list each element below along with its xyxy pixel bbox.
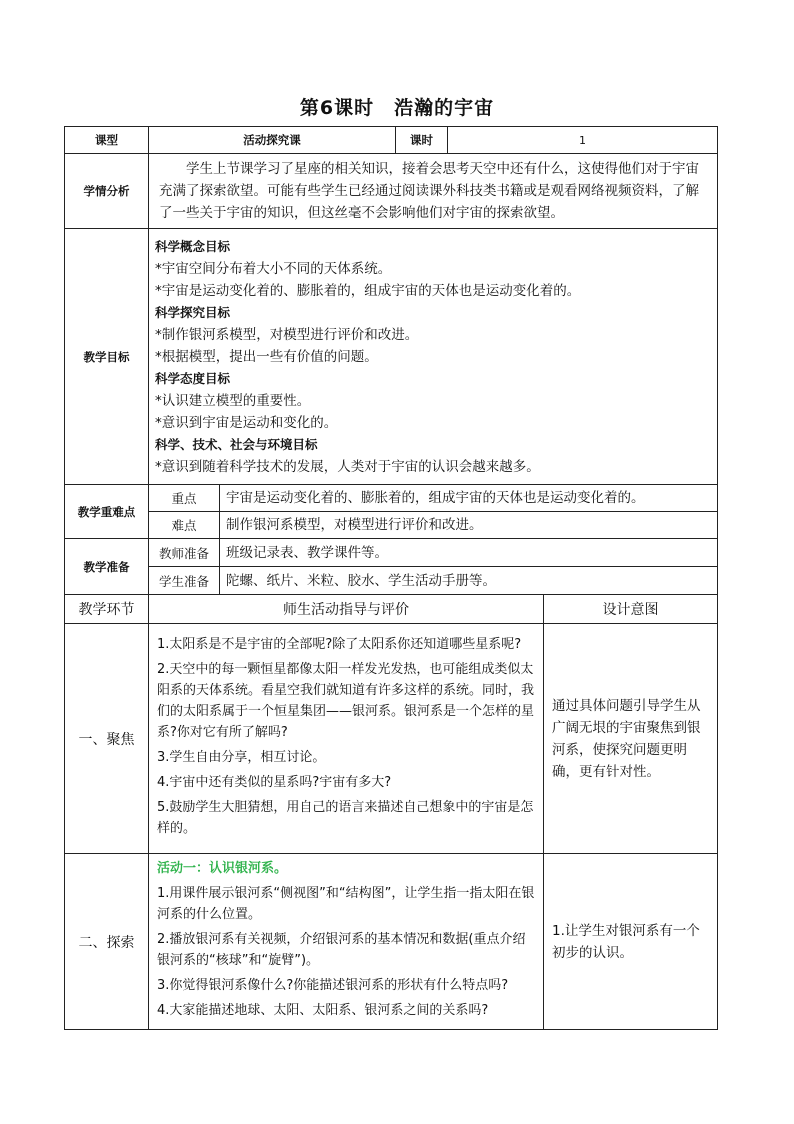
teacher-prep-text: 班级记录表、教学课件等。 [220, 539, 718, 567]
difficulty-row [65, 512, 718, 539]
step1-row [65, 624, 718, 854]
key-point-text: 宇宙是运动变化着的、膨胀着的，组成宇宙的天体也是运动变化着的。 [220, 485, 718, 512]
step2-row [65, 854, 718, 1030]
list-item: 3.你觉得银河系像什么?你能描述银河系的形状有什么特点吗? [157, 978, 509, 993]
student-prep-row [65, 567, 718, 595]
steps-col1-header: 教学环节 [65, 595, 149, 624]
goals-row [65, 229, 718, 485]
list-item: 1.太阳系是不是宇宙的全部呢?除了太阳系你还知道哪些星系呢? [157, 637, 522, 652]
goal-item: *宇宙是运动变化着的、膨胀着的，组成宇宙的天体也是运动变化着的。 [155, 282, 581, 299]
analysis-text: 学生上节课学习了星座的相关知识，接着会思考天空中还有什么，这使得他们对于宇宙充满了探索欲望。可能有些学生已经通过阅读课外科技类书籍或是观看网络视频资料，了解了一些关于宇宙的知识，但这丝毫不会影响他们对宇宙的探索欲望。 [149, 154, 718, 229]
type-row [65, 127, 718, 154]
goal-item: *认识建立模型的重要性。 [155, 392, 311, 409]
activity-heading: 活动一：认识银河系。 [157, 861, 288, 876]
list-item: 2.播放银河系有关视频，介绍银河系的基本情况和数据(重点介绍银河系的“核球”和“旋臂”)。 [157, 932, 526, 968]
goals-content [149, 229, 718, 485]
goal-item: *意识到随着科学技术的发展，人类对于宇宙的认识会越来越多。 [155, 458, 540, 475]
step1-name: 一、聚焦 [65, 624, 149, 854]
list-item: 2.天空中的每一颗恒星都像太阳一样发光发热，也可能组成类似太阳系的天体系统。看星空我们就知道有许多这样的系统。同时，我们的太阳系属于一个恒星集团——银河系。银河系是一个怎样的星系?你对它有所了解吗? [157, 662, 535, 740]
type-value: 活动探究课 [149, 127, 396, 154]
hours-value: 1 [448, 127, 718, 154]
steps-col3-header: 设计意图 [544, 595, 718, 624]
lesson-plan-table [64, 126, 718, 1030]
student-prep-label: 学生准备 [149, 567, 220, 595]
step1-activities [149, 624, 544, 854]
step1-intent: 通过具体问题引导学生从广阔无垠的宇宙聚焦到银河系，使探究问题更明确，更有针对性。 [544, 624, 718, 854]
goal-item: *意识到宇宙是运动和变化的。 [155, 414, 338, 431]
list-item: 3.学生自由分享，相互讨论。 [157, 750, 326, 765]
list-item: 5.鼓励学生大胆猜想，用自己的语言来描述自己想象中的宇宙是怎样的。 [157, 800, 534, 836]
goal-heading-inquiry: 科学探究目标 [155, 304, 231, 320]
step2-activities [149, 854, 544, 1030]
goal-item: *宇宙空间分布着大小不同的天体系统。 [155, 260, 392, 277]
goal-item: *制作银河系模型，对模型进行评价和改进。 [155, 326, 419, 343]
steps-header-row [65, 595, 718, 624]
step2-intent: 1.让学生对银河系有一个初步的认识。 [544, 854, 718, 1030]
teacher-prep-label: 教师准备 [149, 539, 220, 567]
goal-heading-stse: 科学、技术、社会与环境目标 [155, 436, 318, 452]
key-label: 教学重难点 [65, 485, 149, 539]
student-prep-text: 陀螺、纸片、米粒、胶水、学生活动手册等。 [220, 567, 718, 595]
goals-label: 教学目标 [65, 229, 149, 485]
key-point-row [65, 485, 718, 512]
goal-heading-attitude: 科学态度目标 [155, 370, 231, 386]
teacher-prep-row [65, 539, 718, 567]
hours-label: 课时 [396, 127, 448, 154]
page-title: 第6课时 浩瀚的宇宙 [299, 97, 495, 119]
analysis-row [65, 154, 718, 229]
step2-name: 二、探索 [65, 854, 149, 1030]
goal-heading-concept: 科学概念目标 [155, 238, 231, 254]
goal-item: *根据模型，提出一些有价值的问题。 [155, 348, 378, 365]
list-item: 4.宇宙中还有类似的星系吗?宇宙有多大? [157, 775, 392, 790]
difficulty-text: 制作银河系模型，对模型进行评价和改进。 [220, 512, 718, 539]
list-item: 1.用课件展示银河系“侧视图”和“结构图”，让学生指一指太阳在银河系的什么位置。 [157, 886, 535, 922]
type-label: 课型 [65, 127, 149, 154]
prep-label: 教学准备 [65, 539, 149, 595]
key-point-label: 重点 [149, 485, 220, 512]
difficulty-label: 难点 [149, 512, 220, 539]
list-item: 4.大家能描述地球、太阳、太阳系、银河系之间的关系吗? [157, 1003, 489, 1018]
steps-col2-header: 师生活动指导与评价 [149, 595, 544, 624]
analysis-label: 学情分析 [65, 154, 149, 229]
